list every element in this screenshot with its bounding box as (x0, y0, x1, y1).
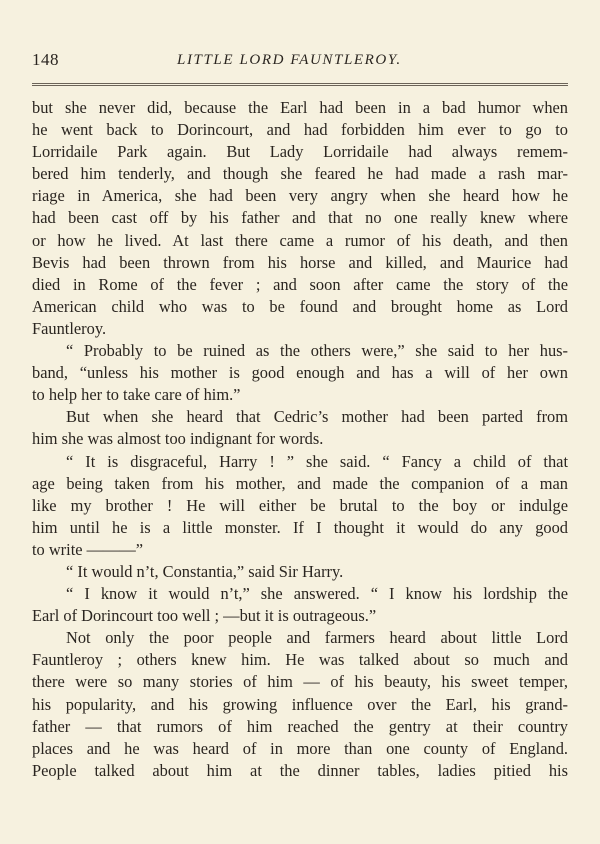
text-line: band, “unless his mother is good enough and has a will of her own (32, 363, 568, 383)
body-text (32, 97, 568, 782)
text-line: riage in America, she had been very angry when she heard how he (32, 186, 568, 206)
text-line: But when she heard that Cedric’s mother had been parted from (66, 407, 568, 427)
text-line: had been cast off by his father and that no one really knew where (32, 208, 568, 228)
text-line: “ I know it would n’t,” she answered. “ I know his lordship the (66, 584, 568, 604)
text-line: to help her to take care of him.” (32, 385, 241, 405)
text-line: there were so many stories of him — of his beauty, his sweet temper, (32, 672, 568, 692)
text-line: him she was almost too indignant for words. (32, 429, 324, 449)
running-head: LITTLE LORD FAUNTLEROY. (177, 52, 402, 68)
text-line: father — that rumors of him reached the gentry at their country (32, 716, 568, 736)
text-line: age being taken from his mother, and made the companion of a man (32, 473, 568, 493)
text-line: Bevis had been thrown from his horse and killed, and Maurice had (32, 252, 568, 272)
text-line: “ It would n’t, Constantia,” said Sir Harry. (66, 561, 344, 581)
text-line: People talked about him at the dinner tables, ladies pitied his (32, 760, 568, 780)
text-line: died in Rome of the fever ; and soon after came the story of the (32, 274, 568, 294)
text-line: his popularity, and his growing influence over the Earl, his grand- (32, 694, 568, 714)
text-line: bered him tenderly, and though she feared he had made a rash mar- (32, 164, 568, 184)
text-line: “ It is disgraceful, Harry ! ” she said. “ Fancy a child of that (66, 451, 568, 471)
text-line: Not only the poor people and farmers heard about little Lord (66, 628, 568, 648)
text-line: American child who was to be found and brought home as Lord (32, 296, 568, 316)
text-line: places and he was heard of in more than one county of England. (32, 738, 568, 758)
text-line: to write ———” (32, 539, 144, 559)
text-line: he went back to Dorincourt, and had forbidden him ever to go to (32, 120, 568, 140)
text-line: like my brother ! He will either be brutal to the boy or indulge (32, 495, 568, 515)
text-line: Fauntleroy. (32, 318, 107, 338)
text-line: Earl of Dorincourt too well ; —but it is outrageous.” (32, 606, 377, 626)
text-line: him until he is a little monster. If I thought it would do any good (32, 517, 568, 537)
text-line: Fauntleroy ; others knew him. He was talked about so much and (32, 650, 568, 670)
text-line: “ Probably to be ruined as the others were,” she said to her hus- (66, 341, 568, 361)
text-line: Lorridaile Park again. But Lady Lorridaile had always remem- (32, 142, 568, 162)
page-number: 148 (32, 50, 59, 69)
header-rule (32, 83, 568, 86)
text-line: but she never did, because the Earl had been in a bad humor when (32, 98, 568, 117)
text-line: or how he lived. At last there came a rumor of his death, and then (32, 230, 568, 250)
page-header (32, 50, 568, 74)
